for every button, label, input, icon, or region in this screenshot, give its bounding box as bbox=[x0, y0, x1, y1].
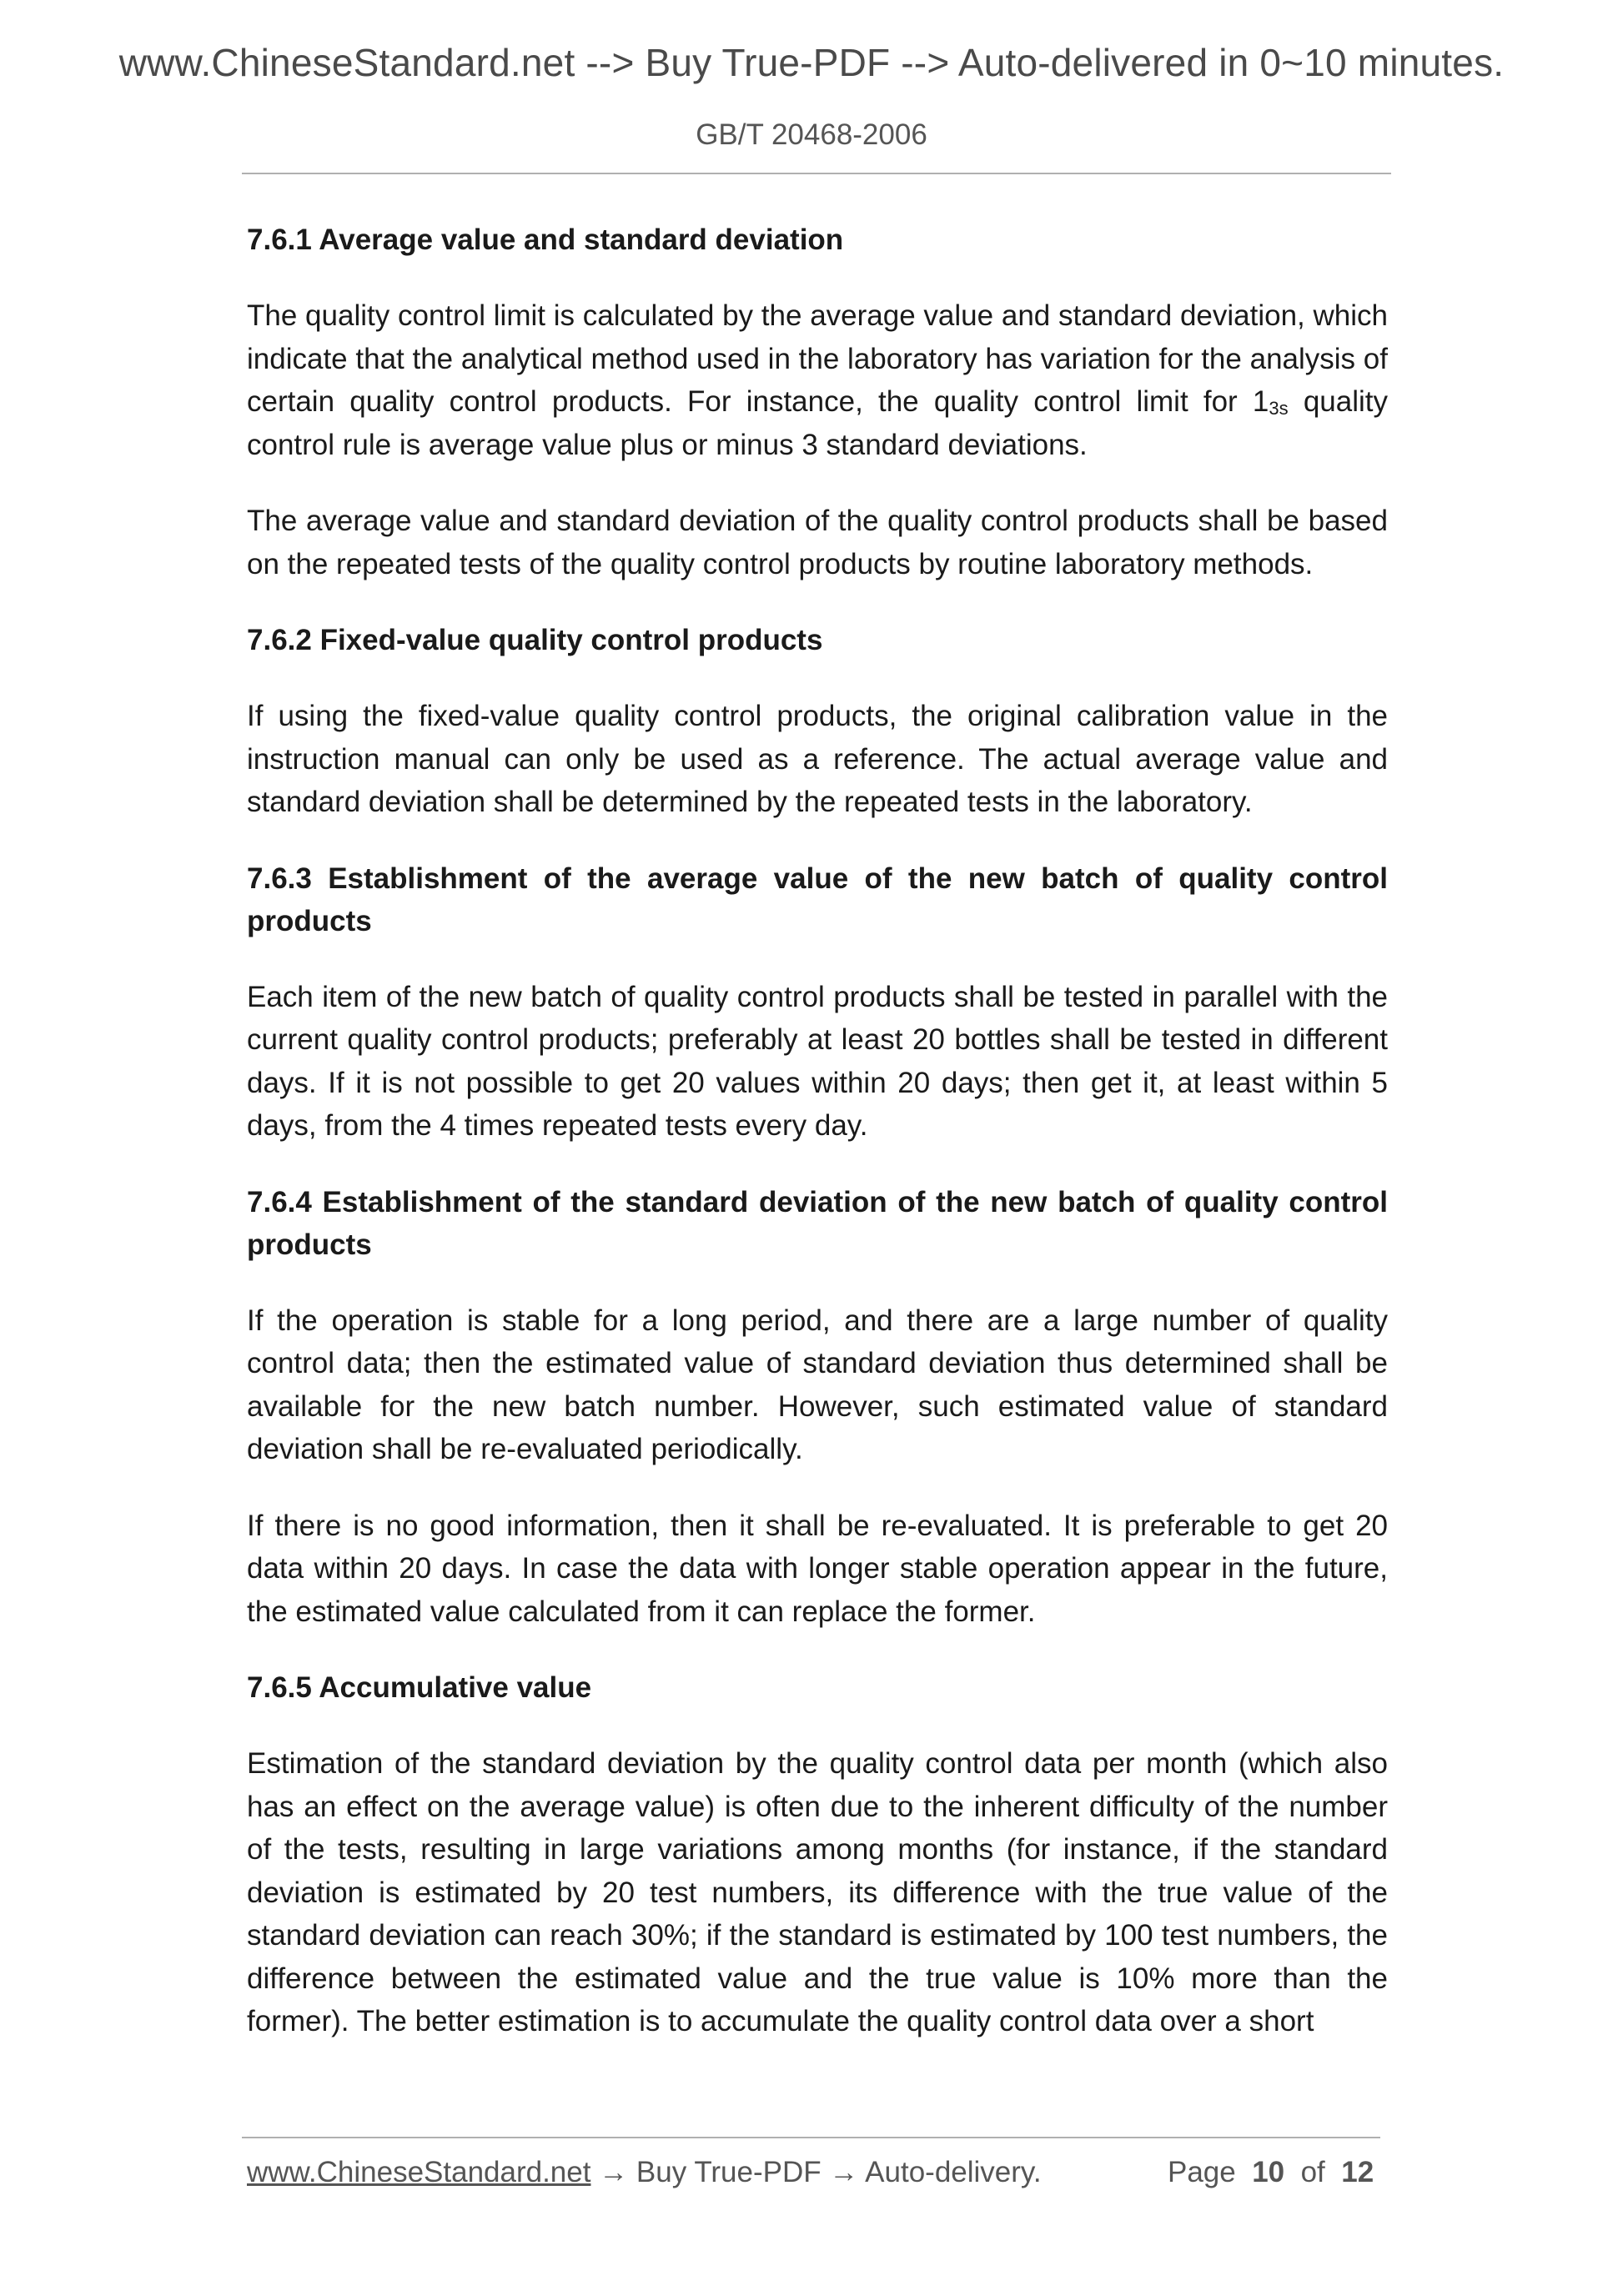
heading-7-6-2: 7.6.2 Fixed-value quality control products bbox=[247, 624, 823, 656]
footer-site-link[interactable]: www.ChineseStandard.net bbox=[247, 2156, 591, 2188]
footer-tagline-text: → Buy True-PDF → Auto-delivery. bbox=[590, 2156, 1042, 2188]
heading-7-6-4: 7.6.4 Establishment of the standard deviation of the new batch of quality control products bbox=[247, 1185, 1388, 1261]
page-total: 12 bbox=[1341, 2156, 1374, 2188]
page-number bbox=[1168, 2156, 1374, 2189]
heading-7-6-1: 7.6.1 Average value and standard deviation bbox=[247, 224, 844, 256]
paragraph-7-6-1-a bbox=[247, 294, 1388, 466]
paragraph-7-6-3: Each item of the new batch of quality control products shall be tested in parallel with the current quality control products; preferably at least 20 bottles shall be tested in different days. If it is not possible to get 20 values within 20 days; then get it, at least within 5 days, from the 4 times repeated tests every day. bbox=[247, 980, 1388, 1142]
paragraph-text: The quality control limit is calculated by the average value and standard deviation, which indicate that the analytical method used in the laboratory has variation for the analysis of certain quality control products. For instance, the quality control limit for 1 bbox=[247, 299, 1388, 418]
page-label: Page bbox=[1168, 2156, 1236, 2188]
page-of-label: of bbox=[1300, 2156, 1325, 2188]
paragraph-7-6-4-b: If there is no good information, then it shall be re-evaluated. It is preferable to get 20 data within 20 days. In case the data with longer stable operation appear in the future, the estimated value calculated from it can replace the former. bbox=[247, 1509, 1388, 1628]
site-banner: www.ChineseStandard.net --> Buy True-PDF --> Auto-delivered in 0~10 minutes. bbox=[118, 41, 1505, 84]
header-divider bbox=[242, 173, 1391, 174]
heading-7-6-5: 7.6.5 Accumulative value bbox=[247, 1671, 592, 1704]
paragraph-7-6-5: Estimation of the standard deviation by the quality control data per month (which also has an effect on the average value) is often due to the inherent difficulty of the number of the tests, resulting in large variations among months (for instance, if the standard deviation is estimated by 20 test numbers, its difference with the true value of the standard deviation can reach 30%; if the standard is estimated by 100 test numbers, the difference between the estimated value and the true value is 10% more than the former). The better estimation is to accumulate the quality control data over a short bbox=[247, 1747, 1388, 2037]
paragraph-7-6-4-a: If the operation is stable for a long period, and there are a large number of quality control data; then the estimated value of standard deviation thus determined shall be available for the new batch number. However, such estimated value of standard deviation shall be re-evaluated periodically. bbox=[247, 1304, 1388, 1465]
document-body bbox=[247, 219, 1388, 2077]
paragraph-7-6-1-b: The average value and standard deviation of the quality control products shall be based on the repeated tests of the quality control products by routine laboratory methods. bbox=[247, 505, 1388, 580]
paragraph-7-6-2: If using the fixed-value quality control products, the original calibration value in the instruction manual can only be used as a reference. The actual average value and standard deviation shall be determined by the repeated tests in the laboratory. bbox=[247, 700, 1388, 818]
subscript-3s: 3s bbox=[1269, 398, 1289, 419]
standard-code: GB/T 20468-2006 bbox=[696, 118, 927, 151]
page-current: 10 bbox=[1252, 2156, 1285, 2188]
footer-tagline bbox=[247, 2156, 1042, 2189]
paragraph-text: quality control rule is average value plus or minus 3 standard deviations. bbox=[247, 385, 1388, 461]
footer-divider bbox=[242, 2137, 1380, 2138]
heading-7-6-3: 7.6.3 Establishment of the average value of the new batch of quality control products bbox=[247, 862, 1388, 937]
